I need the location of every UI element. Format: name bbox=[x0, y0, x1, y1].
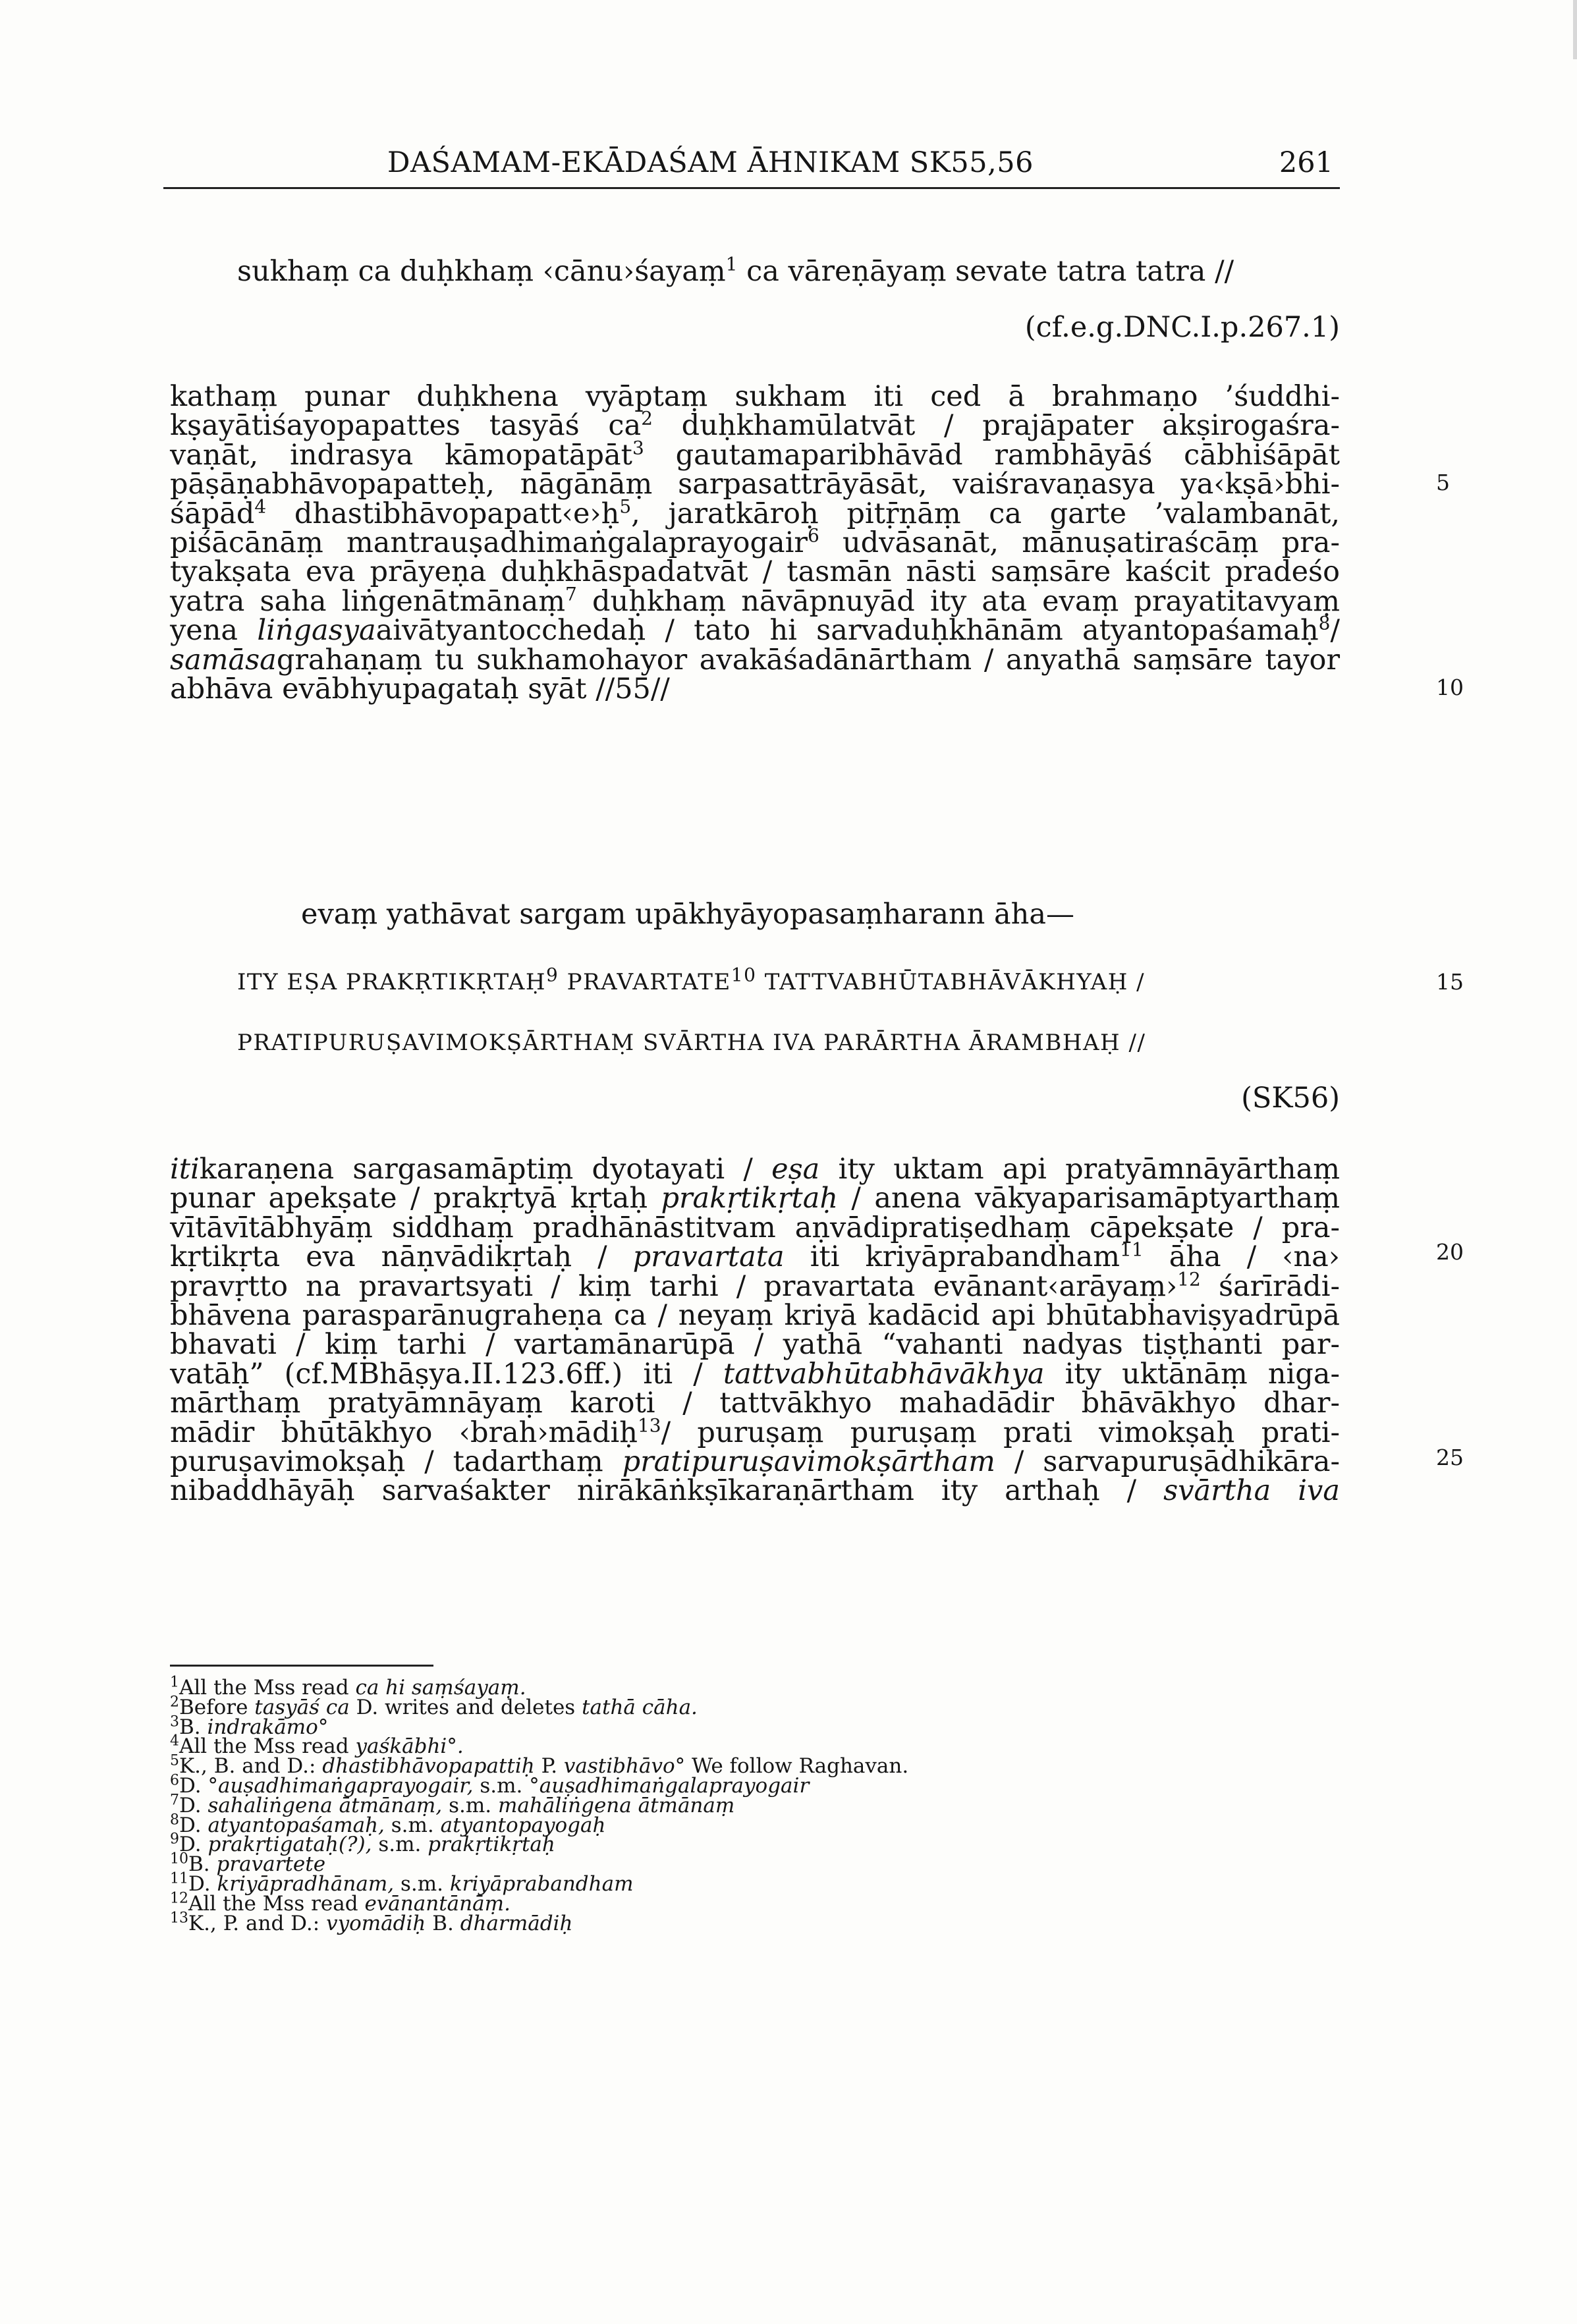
italic-text: °auṣadhimaṅgaprayogair, bbox=[208, 1774, 474, 1798]
italic-text: dharmādiḥ bbox=[460, 1911, 573, 1935]
footnote-ref: 10 bbox=[731, 964, 757, 986]
italic-text: prakṛtigataḥ(?), bbox=[208, 1833, 372, 1857]
text-run: s.m. bbox=[473, 1774, 530, 1798]
italic-text: prakṛtikṛtaḥ bbox=[428, 1833, 555, 1857]
italic-text: tattvabhūtabhāvākhya bbox=[723, 1357, 1045, 1391]
italic-text: atyantopayogaḥ bbox=[440, 1813, 606, 1837]
text-run: / anena vākyaparisamāptyarthaṃ bbox=[838, 1182, 1340, 1215]
italic-text: dhastibhāvopapattiḥ bbox=[322, 1754, 535, 1779]
footnote-ref: 7 bbox=[565, 583, 577, 605]
text-run: vītāvītābhyāṃ siddhaṃ pradhānāstitvam aṇvādipratiṣedhaṃ cāpekṣate / pra- bbox=[170, 1211, 1340, 1244]
text-run: s.m. bbox=[394, 1872, 450, 1896]
footnote-ref: 6 bbox=[807, 524, 819, 547]
footnote-number: 2 bbox=[170, 1694, 179, 1711]
footnote-number: 1 bbox=[170, 1674, 179, 1691]
footnote-number: 8 bbox=[170, 1812, 179, 1829]
text-run: All the Mss read bbox=[188, 1891, 365, 1916]
text-run: punar apekṣate / prakṛtyā kṛtaḥ bbox=[170, 1182, 661, 1215]
italic-text: pravartete bbox=[216, 1852, 326, 1877]
page-edge-mark bbox=[1573, 0, 1577, 59]
footnote-ref: 11 bbox=[1120, 1238, 1144, 1261]
text-run: ity uktam api pratyāmnāyārthaṃ bbox=[819, 1153, 1340, 1186]
intro-line: evaṃ yathāvat sargam upākhyāyopasaṃharann āha— bbox=[301, 898, 1074, 931]
italic-text: atyantopaśamaḥ, bbox=[208, 1813, 385, 1837]
text-run: P. bbox=[534, 1754, 564, 1779]
verse-top-text-a: sukhaṃ ca duḥkhaṃ ‹cānu›śayaṃ bbox=[237, 255, 726, 288]
italic-text: ca hi saṃśayaṃ. bbox=[355, 1676, 526, 1700]
footnote-number: 13 bbox=[170, 1910, 188, 1927]
text-run: bhāvena parasparānugraheṇa ca / neyaṃ kriyā kadācid api bhūtabhaviṣyadrūpā bbox=[170, 1299, 1340, 1332]
text-run: D. bbox=[179, 1813, 208, 1837]
footnote-number: 3 bbox=[170, 1713, 179, 1730]
text-run: śāpād bbox=[170, 497, 255, 530]
text-run: ity uktānāṃ niga- bbox=[1044, 1357, 1340, 1391]
text-run: , jaratkāroḥ pitṝṇāṃ ca garte ’valambanāt, bbox=[631, 497, 1340, 530]
footnote-ref: 2 bbox=[641, 408, 653, 430]
text-run: vatāḥ” (cf.MBhāṣya.II.123.6ff.) iti / bbox=[170, 1357, 723, 1391]
footnote-number: 7 bbox=[170, 1792, 179, 1809]
text-run: D. bbox=[179, 1774, 208, 1798]
text-run: All the Mss read bbox=[179, 1676, 356, 1700]
italic-text: pratipuruṣavimokṣārtham bbox=[622, 1445, 995, 1478]
text-run: We follow Raghavan. bbox=[685, 1754, 909, 1779]
text-run: aivātyantocchedaḥ / tato hi sarvaduḥkhānām atyantopaśamaḥ bbox=[375, 614, 1319, 648]
footnote-number: 6 bbox=[170, 1772, 179, 1789]
text-run: B. bbox=[188, 1852, 217, 1877]
page-number: 261 bbox=[1279, 146, 1333, 179]
text-run: udvāsanāt, mānuṣatiraścāṃ pra- bbox=[819, 526, 1340, 559]
line-number: 25 bbox=[1436, 1445, 1464, 1470]
text-run: karaṇena sargasamāptiṃ dyotayati / bbox=[199, 1153, 772, 1186]
text-line bbox=[170, 1473, 1340, 1508]
footnote-ref: 8 bbox=[1318, 612, 1331, 634]
text-run: mādir bhūtākhyo ‹brah›mādiḥ bbox=[170, 1416, 638, 1449]
verse-56-text-a: ITY EṢA PRAKṚTIKṚTAḤ bbox=[237, 969, 546, 995]
italic-text: pravartata bbox=[632, 1240, 785, 1274]
italic-text: kriyāprabandham bbox=[449, 1872, 634, 1896]
footnote-ref: 3 bbox=[632, 437, 644, 459]
line-number: 5 bbox=[1436, 470, 1450, 495]
header-title: DAŚAMAM-EKĀDAŚAM ĀHNIKAM SK55,56 bbox=[387, 146, 1034, 179]
italic-text: mahāliṅgena ātmānaṃ bbox=[498, 1793, 735, 1817]
text-run: K., P. and D.: bbox=[188, 1911, 327, 1935]
italic-text: kriyāpradhānam, bbox=[217, 1872, 395, 1896]
italic-text: evānantānāṃ. bbox=[364, 1891, 511, 1916]
text-run: D. bbox=[179, 1833, 208, 1857]
text-run: mārthaṃ pratyāmnāyaṃ karoti / tattvākhyo mahadādir bhāvākhyo dhar- bbox=[170, 1387, 1340, 1420]
text-run: K., B. and D.: bbox=[179, 1754, 323, 1779]
text-run: D. bbox=[179, 1793, 208, 1817]
verse-56-text-c: TATTVABHŪTABHĀVĀKHYAḤ / bbox=[756, 969, 1146, 995]
line-number: 15 bbox=[1436, 969, 1464, 995]
text-run: yatra saha liṅgenātmānaṃ bbox=[170, 584, 566, 618]
verse-56-text-b: PRAVARTATE bbox=[559, 969, 731, 995]
text-run: abhāva evābhyupagataḥ syāt //55// bbox=[170, 673, 670, 706]
text-run: śarīrādi- bbox=[1200, 1269, 1340, 1303]
text-run: tyakṣata eva prāyeṇa duḥkhāspadatvāt / tasmān nāsti saṃsāre kaścit pradeśo bbox=[170, 555, 1340, 589]
verse-56-line-1 bbox=[237, 964, 1340, 1000]
footnote-number: 9 bbox=[170, 1831, 179, 1848]
text-run: / puruṣaṃ puruṣaṃ prati vimokṣaḥ prati- bbox=[661, 1416, 1340, 1449]
text-run: iti kriyāprabandham bbox=[784, 1240, 1120, 1274]
footnote bbox=[170, 1910, 1290, 1937]
text-run: s.m. bbox=[372, 1833, 428, 1857]
italic-text: vastibhāvo° bbox=[563, 1754, 686, 1779]
text-run: pravṛtto na pravartsyati / kiṃ tarhi / pravartata evānant‹arāyaṃ› bbox=[170, 1269, 1178, 1303]
verse-top-text-b: ca vāreṇāyaṃ sevate tatra tatra // bbox=[737, 255, 1234, 288]
footnote-ref: 13 bbox=[637, 1414, 661, 1437]
text-run: piśācānāṃ mantrauṣadhimaṅgalaprayogair bbox=[170, 526, 808, 559]
text-run: nibaddhāyāḥ sarvaśakter nirākāṅkṣīkaraṇārtham ity arthaḥ / bbox=[170, 1474, 1164, 1508]
line-number: 10 bbox=[1436, 675, 1464, 700]
italic-text: yaśkābhi°. bbox=[355, 1734, 464, 1759]
line-number: 20 bbox=[1436, 1239, 1464, 1265]
text-run: D. writes and deletes bbox=[349, 1695, 582, 1719]
text-run: bhavati / kiṃ tarhi / vartamānarūpā / yathā “vahanti nadyas tiṣṭhanti par- bbox=[170, 1328, 1340, 1362]
text-run: yena bbox=[170, 614, 258, 648]
footnote-number: 10 bbox=[170, 1850, 188, 1868]
verse-top-reference: (cf.e.g.DNC.I.p.267.1) bbox=[1024, 311, 1340, 344]
italic-text: sahaliṅgena ātmānaṃ, bbox=[208, 1793, 443, 1817]
text-run: All the Mss read bbox=[179, 1734, 356, 1759]
text-line bbox=[170, 671, 1340, 707]
text-run: āha / ‹na› bbox=[1143, 1240, 1340, 1274]
italic-text: indrakāmo° bbox=[207, 1715, 329, 1739]
text-run: s.m. bbox=[442, 1793, 498, 1817]
text-run: D. bbox=[188, 1872, 217, 1896]
text-run: vaṇāt, indrasya kāmopatāpāt bbox=[170, 438, 632, 472]
text-run: B. bbox=[179, 1715, 208, 1739]
text-run: s.m. bbox=[384, 1813, 441, 1837]
text-run: kṛtikṛta eva nāṇvādikṛtaḥ / bbox=[170, 1240, 633, 1274]
italic-text: eṣa bbox=[771, 1153, 820, 1186]
text-run: kathaṃ punar duḥkhena vyāptaṃ sukham iti ced ā brahmaṇo ’śuddhi- bbox=[170, 380, 1340, 413]
text-run: / bbox=[1330, 614, 1340, 648]
italic-text: liṅgasya bbox=[257, 614, 376, 648]
footnote-rule bbox=[170, 1665, 433, 1667]
header-rule bbox=[163, 187, 1340, 189]
text-run: / sarvapuruṣādhikāra- bbox=[995, 1445, 1340, 1478]
italic-text: vyomādiḥ bbox=[326, 1911, 426, 1935]
footnote-ref: 4 bbox=[254, 495, 267, 518]
text-run: pāṣāṇabhāvopapatteḥ, nāgānāṃ sarpasattrāyāsāt, vaiśravaṇasya ya‹kṣā›bhi- bbox=[170, 468, 1340, 501]
text-run: Before bbox=[179, 1695, 255, 1719]
italic-text: iti bbox=[170, 1153, 200, 1186]
text-run: grahaṇaṃ tu sukhamohayor avakāśadānārtham / anyathā saṃsāre tayor bbox=[276, 643, 1340, 677]
text-run: duḥkhaṃ nāvāpnuyād ity ata evaṃ prayatitavyaṃ bbox=[576, 584, 1340, 618]
italic-text: svārtha iva bbox=[1163, 1474, 1340, 1508]
footnote-ref: 9 bbox=[546, 964, 559, 986]
italic-text: samāsa bbox=[170, 643, 277, 677]
italic-text: tasyāś ca bbox=[254, 1695, 350, 1719]
text-run: gautamaparibhāvād rambhāyāś cābhiśāpāt bbox=[644, 438, 1340, 472]
footnote-number: 4 bbox=[170, 1733, 179, 1750]
footnote-ref: 5 bbox=[619, 495, 632, 518]
footnote-number: 5 bbox=[170, 1752, 179, 1769]
running-header bbox=[163, 146, 1340, 186]
footnote-number: 11 bbox=[170, 1870, 188, 1887]
text-run: dhastibhāvopapatt‹e›ḥ bbox=[266, 497, 620, 530]
italic-text: prakṛtikṛtaḥ bbox=[661, 1182, 839, 1215]
italic-text: °auṣadhimaṅgalaprayogair bbox=[529, 1774, 810, 1798]
text-run: kṣayātiśayopapattes tasyāś ca bbox=[170, 409, 642, 443]
text-run: puruṣavimokṣaḥ / tadarthaṃ bbox=[170, 1445, 622, 1478]
text-run: duḥkhamūlatvāt / prajāpater akṣirogaśra- bbox=[652, 409, 1340, 443]
verse-56-line-2: PRATIPURUṢAVIMOKṢĀRTHAṂ SVĀRTHA IVA PARĀRTHA ĀRAMBHAḤ // bbox=[237, 1030, 1146, 1056]
verse-top-line bbox=[237, 254, 1340, 289]
verse-56-reference: (SK56) bbox=[1241, 1082, 1340, 1115]
italic-text: tathā cāha. bbox=[582, 1695, 698, 1719]
text-run: B. bbox=[426, 1911, 460, 1935]
footnote-number: 12 bbox=[170, 1890, 188, 1907]
footnote-ref: 12 bbox=[1177, 1268, 1201, 1290]
footnote-ref: 1 bbox=[725, 253, 738, 275]
